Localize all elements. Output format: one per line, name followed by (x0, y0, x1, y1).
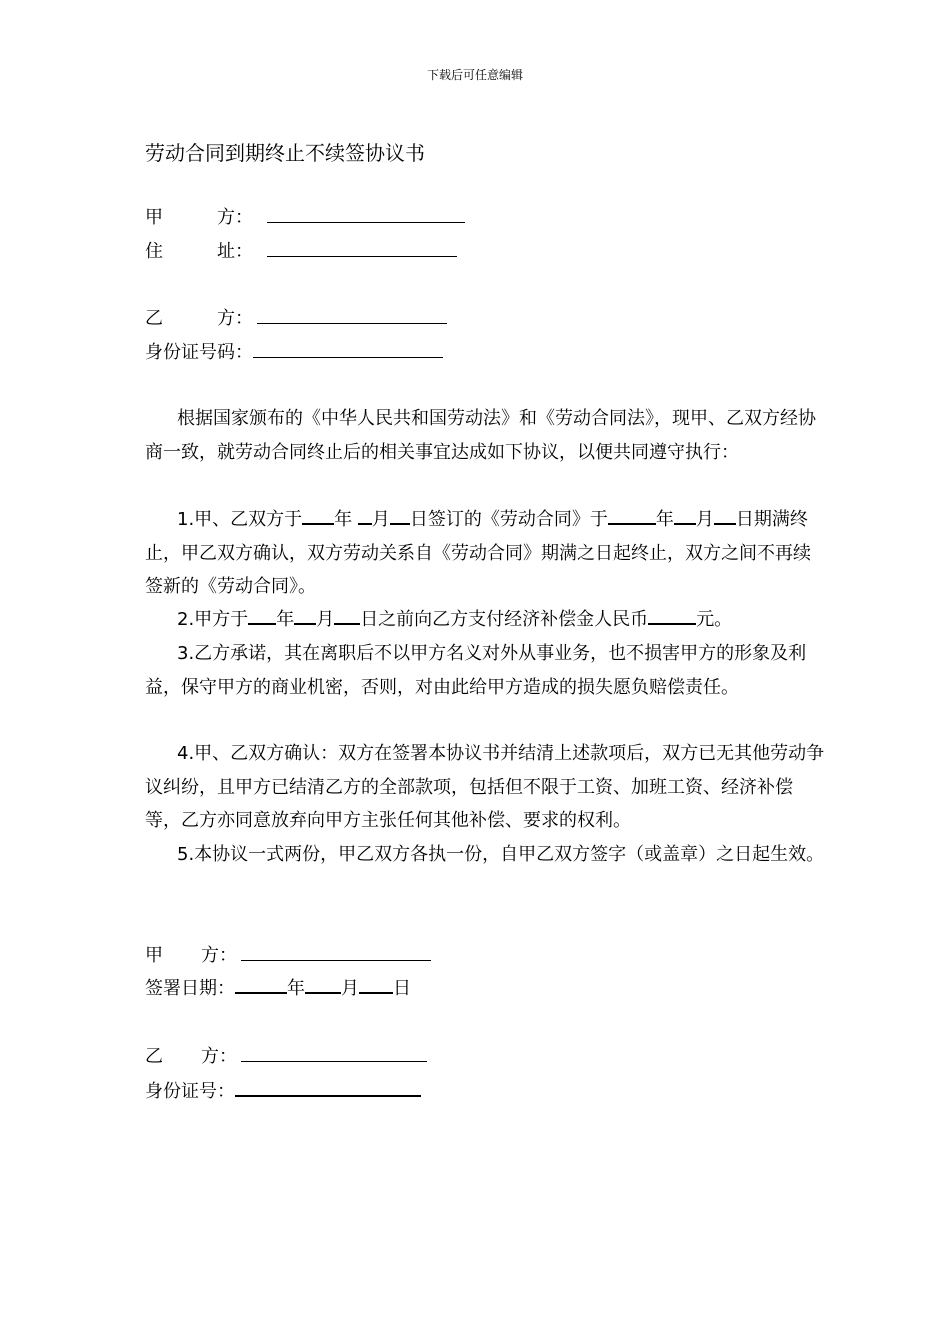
intro-paragraph: 根据国家颁布的《中华人民共和国劳动法》和《劳动合同法》，现甲、乙双方经协商一致，就劳动合同终止后的相关事宜达成如下协议，以便共同遵守执行： (145, 408, 816, 463)
party-a-label-1: 甲 (145, 207, 163, 228)
clause-1-end-day-blank[interactable] (714, 507, 736, 525)
clause-3: 3.乙方承诺，其在离职后不以甲方名义对外从事业务，也不损害甲方的形象及利益，保守甲方的商业机密，否则，对由此给甲方造成的损失愿负赔偿责任。 (145, 643, 807, 698)
sign-party-a-input[interactable] (241, 942, 431, 961)
party-b-label-2: 方： (217, 308, 253, 329)
clause-2-text-c: 月 (316, 609, 335, 630)
clause-5: 5.本协议一式两份，甲乙双方各执一份，自甲乙双方签字（或盖章）之日起生效。 (177, 844, 825, 865)
party-a-input[interactable] (267, 204, 465, 223)
sign-id-input[interactable] (235, 1077, 421, 1097)
sign-id-label: 身份证号： (145, 1081, 235, 1102)
clause-1-text-d: 日签订的《劳动合同》于 (409, 509, 608, 530)
clause-1-text-f: 月 (695, 509, 714, 530)
id-number-field (145, 339, 443, 365)
address-field (145, 238, 457, 264)
clause-1-text-e: 年 (655, 509, 674, 530)
clause-1-end-year-blank[interactable] (608, 507, 656, 525)
address-input[interactable] (267, 238, 457, 257)
clause-4: 4.甲、乙双方确认：双方在签署本协议书并结清上述款项后，双方已无其他劳动争议纠纷，且甲方已结清乙方的全部款项，包括但不限于工资、加班工资、经济补偿等，乙方亦同意放弃向甲方主张任何其他补偿、要求的权利。 (145, 743, 825, 831)
address-label-1: 住 (145, 241, 163, 262)
clause-1 (145, 503, 825, 604)
sign-date-month-label: 月 (341, 978, 359, 999)
sign-party-a-field (145, 942, 431, 968)
party-b-field (145, 305, 447, 331)
sign-date-year-label: 年 (287, 978, 305, 999)
clause-1-sign-day-blank[interactable] (390, 507, 410, 525)
clause-2-day-blank[interactable] (334, 607, 360, 625)
clause-1-text-c: 月 (371, 509, 390, 530)
clause-1-sign-year-blank[interactable] (302, 507, 334, 525)
header-note: 下载后可任意编辑 (426, 68, 523, 82)
clause-2-text-d: 日之前向乙方支付经济补偿金人民币 (360, 609, 649, 630)
clause-2-month-blank[interactable] (294, 607, 316, 625)
address-label-2: 址： (217, 241, 253, 262)
clause-1-text-b: 年 (334, 509, 353, 530)
document-title: 劳动合同到期终止不续签协议书 (145, 141, 425, 165)
sign-date-label: 签署日期： (145, 978, 235, 999)
sign-date-month-blank[interactable] (305, 976, 341, 994)
sign-date-year-blank[interactable] (235, 976, 287, 994)
sign-date-field (145, 976, 411, 1002)
clause-1-text-a: 1.甲、乙双方于 (177, 509, 303, 530)
clause-1-text-g: 日期满终止，甲乙双方确认，双方劳动关系自《劳动合同》期满之日起终止，双方之间不再续签新的《劳动合同》。 (145, 509, 811, 597)
sign-id-field (145, 1077, 421, 1103)
id-number-input[interactable] (253, 339, 443, 358)
clause-1-sign-month-blank[interactable] (358, 507, 372, 525)
party-b-label-1: 乙 (145, 308, 163, 329)
sign-date-day-label: 日 (393, 978, 411, 999)
clause-2 (145, 603, 825, 637)
clause-2-text-a: 2.甲方于 (177, 609, 249, 630)
party-a-label-2: 方： (217, 207, 253, 228)
clause-2-text-b: 年 (276, 609, 295, 630)
id-number-label: 身份证号码： (145, 342, 253, 363)
sign-party-b-field (145, 1043, 427, 1069)
sign-party-a-label-1: 甲 (145, 945, 163, 966)
sign-party-b-label-1: 乙 (145, 1046, 163, 1067)
party-b-input[interactable] (257, 305, 447, 324)
clause-2-text-e: 元。 (696, 609, 733, 630)
sign-party-b-input[interactable] (241, 1043, 427, 1062)
sign-date-day-blank[interactable] (359, 976, 393, 994)
sign-party-b-label-2: 方： (201, 1046, 237, 1067)
clause-2-amount-blank[interactable] (648, 607, 696, 625)
clause-2-year-blank[interactable] (248, 607, 276, 625)
clause-1-end-month-blank[interactable] (674, 507, 696, 525)
sign-party-a-label-2: 方： (201, 945, 237, 966)
party-a-field (145, 204, 465, 230)
